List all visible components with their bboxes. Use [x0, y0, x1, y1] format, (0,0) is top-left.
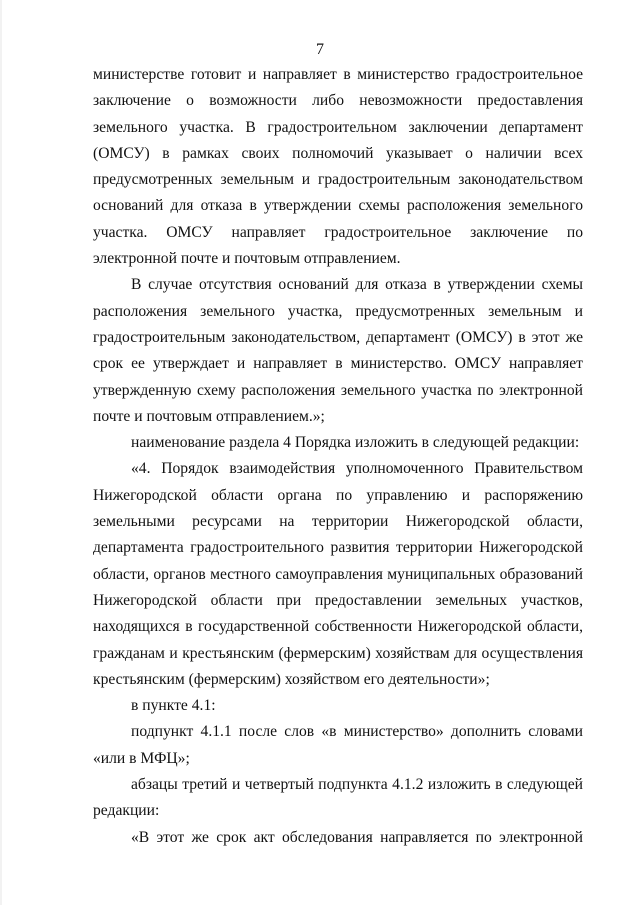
paragraph-section-4-title-instruction: наименование раздела 4 Порядка изложить в следующей редакции: [131, 434, 580, 452]
page-number: 7 [316, 41, 324, 58]
paragraph-point-4-1: в пункте 4.1: [131, 697, 216, 715]
paragraph-continuation: министерстве готовит и направляет в министерство градостроительное заключение о возможности либо невозможности предоставления земельного участка. В градостроительном заключении департамент (ОМСУ) в рамках своих полномочий указывает о наличии всех предусмотренных земельным и градостроительным законодательством оснований для отказа в утверждении схемы расположения земельного участка. ОМСУ направляет градостроительное заключение по электронной почте и почтовым отправлением. [93, 66, 583, 268]
paragraph-inspection-act: «В этот же срок акт обследования направляется по электронной [131, 828, 583, 846]
paragraph-subpoint-4-1-1: подпункт 4.1.1 после слов «в министерство» дополнить словами «или в МФЦ»; [93, 723, 583, 767]
document-body [93, 62, 583, 851]
paragraph-absence-of-grounds: В случае отсутствия оснований для отказа в утверждении схемы расположения земельного участка, предусмотренных земельным и градостроительным законодательством, департамент (ОМСУ) в этот же срок ее утверждает и направляет в министерство. ОМСУ направляет утвержденную схему расположения земельного участка по электронной почте и почтовым отправлением.»; [93, 276, 583, 425]
paragraph-section-4-title: «4. Порядок взаимодействия уполномоченного Правительством Нижегородской области органа по управлению и распоряжению земельными ресурсами на территории Нижегородской области, департамента градостроительного развития территории Нижегородской области, органов местного самоуправления муниципальных образований Нижегородской области при предоставлении земельных участков, находящихся в государственной собственности Нижегородской области, гражданам и крестьянским (фермерским) хозяйствам для осуществления крестьянским (фермерским) хозяйством его деятельности»; [93, 460, 583, 688]
paragraph-subpoint-4-1-2: абзацы третий и четвертый подпункта 4.1.2 изложить в следующей редакции: [93, 776, 583, 820]
scan-edge [0, 0, 2, 905]
